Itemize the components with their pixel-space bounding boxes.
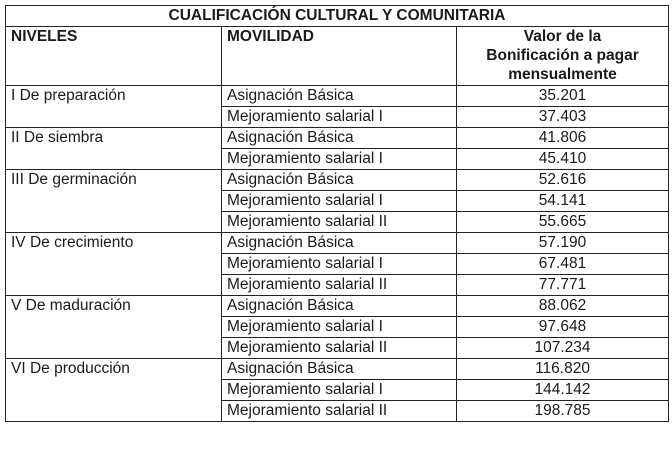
cell-valor: 45.410 [457,149,669,170]
table-row [6,233,669,254]
table-row [6,338,669,359]
cell-valor: 88.062 [457,296,669,317]
cell-movilidad: Asignación Básica [222,296,457,317]
cell-movilidad: Mejoramiento salarial I [222,107,457,128]
cell-nivel [6,317,222,338]
header-movilidad: MOVILIDAD [222,27,457,86]
cell-valor: 55.665 [457,212,669,233]
document-page [5,5,669,422]
header-valor-line2: Bonificación a pagar [486,47,639,64]
cell-movilidad: Mejoramiento salarial II [222,275,457,296]
cell-valor: 67.481 [457,254,669,275]
table-row [6,191,669,212]
cell-nivel: II De siembra [6,128,222,149]
table-title: CUALIFICACIÓN CULTURAL Y COMUNITARIA [6,6,669,27]
header-valor-line3: mensualmente [508,66,617,83]
table-row [6,107,669,128]
cell-nivel: III De germinación [6,170,222,191]
cell-nivel [6,191,222,212]
cell-movilidad: Asignación Básica [222,233,457,254]
cell-nivel [6,380,222,401]
header-niveles: NIVELES [6,27,222,86]
cell-movilidad: Mejoramiento salarial I [222,191,457,212]
cell-valor: 97.648 [457,317,669,338]
cell-valor: 37.403 [457,107,669,128]
table-row [6,359,669,380]
cell-valor: 77.771 [457,275,669,296]
cell-movilidad: Asignación Básica [222,170,457,191]
cell-valor: 54.141 [457,191,669,212]
header-valor-line1: Valor de la [523,28,602,45]
table-row [6,254,669,275]
cell-valor: 35.201 [457,86,669,107]
cell-valor: 57.190 [457,233,669,254]
cell-nivel [6,338,222,359]
table-body [6,86,669,422]
cell-nivel [6,401,222,422]
cell-movilidad: Mejoramiento salarial II [222,212,457,233]
header-valor [457,27,669,86]
cell-movilidad: Asignación Básica [222,86,457,107]
table-row [6,317,669,338]
cell-nivel [6,149,222,170]
cell-nivel: VI De producción [6,359,222,380]
cell-nivel: IV De crecimiento [6,233,222,254]
table-row [6,149,669,170]
table-row [6,296,669,317]
header-row [6,27,669,86]
cell-movilidad: Mejoramiento salarial I [222,254,457,275]
title-row [6,6,669,27]
table-row [6,212,669,233]
table-row [6,86,669,107]
table-row [6,401,669,422]
cell-nivel [6,254,222,275]
cell-movilidad: Mejoramiento salarial II [222,338,457,359]
cell-valor: 198.785 [457,401,669,422]
table-row [6,275,669,296]
table-row [6,128,669,149]
cell-movilidad: Mejoramiento salarial I [222,317,457,338]
cell-nivel [6,275,222,296]
cell-movilidad: Mejoramiento salarial I [222,380,457,401]
table-row [6,380,669,401]
cell-movilidad: Asignación Básica [222,359,457,380]
bonificacion-table [5,5,669,422]
cell-nivel: V De maduración [6,296,222,317]
cell-movilidad: Asignación Básica [222,128,457,149]
cell-movilidad: Mejoramiento salarial II [222,401,457,422]
table-row [6,170,669,191]
cell-nivel [6,107,222,128]
cell-valor: 41.806 [457,128,669,149]
cell-valor: 116.820 [457,359,669,380]
cell-movilidad: Mejoramiento salarial I [222,149,457,170]
cell-valor: 52.616 [457,170,669,191]
cell-nivel [6,212,222,233]
cell-nivel: I De preparación [6,86,222,107]
cell-valor: 107.234 [457,338,669,359]
cell-valor: 144.142 [457,380,669,401]
